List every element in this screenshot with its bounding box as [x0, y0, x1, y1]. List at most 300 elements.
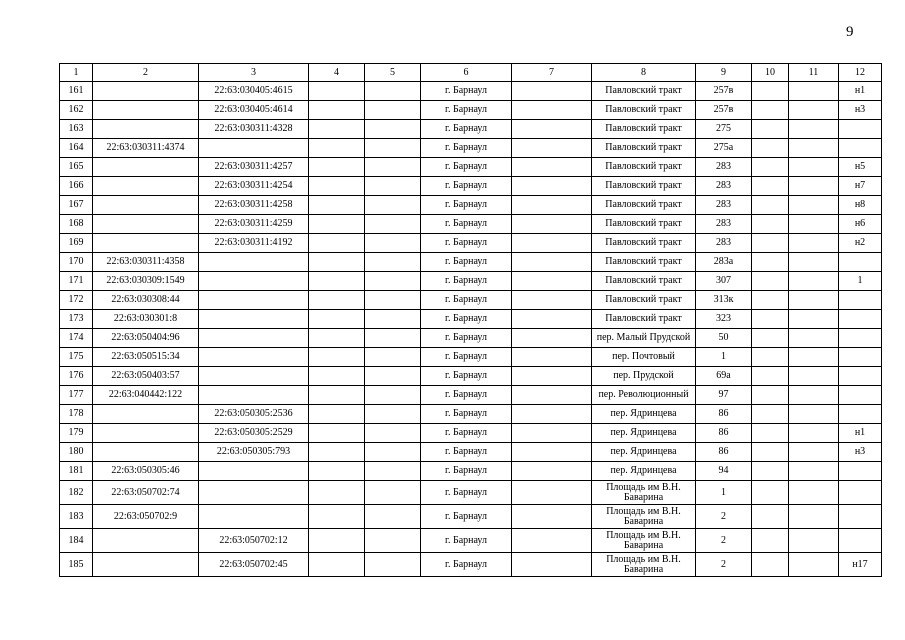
cell-col-4 — [309, 253, 365, 272]
cell-col-3 — [199, 348, 309, 367]
cell-col-3 — [199, 481, 309, 505]
cell-col-4 — [309, 101, 365, 120]
cell-col-2: 22:63:040442:122 — [93, 386, 199, 405]
cell-col-1: 164 — [60, 139, 93, 158]
column-header-8: 8 — [592, 64, 696, 82]
cell-col-6: г. Барнаул — [421, 101, 512, 120]
cell-col-2 — [93, 443, 199, 462]
cell-col-7 — [512, 367, 592, 386]
cell-col-6: г. Барнаул — [421, 529, 512, 553]
cell-col-6: г. Барнаул — [421, 253, 512, 272]
cell-col-3: 22:63:050702:12 — [199, 529, 309, 553]
cell-col-11 — [789, 196, 839, 215]
cell-col-4 — [309, 196, 365, 215]
table-row — [60, 158, 882, 177]
cell-col-7 — [512, 424, 592, 443]
cell-col-9: 283 — [696, 158, 752, 177]
cell-col-8: Площадь им В.Н. Баварина — [592, 529, 696, 553]
cell-col-10 — [752, 424, 789, 443]
cell-col-4 — [309, 291, 365, 310]
cell-col-7 — [512, 553, 592, 577]
cell-col-1: 175 — [60, 348, 93, 367]
cell-col-5 — [365, 348, 421, 367]
cell-col-12: н3 — [839, 443, 882, 462]
cell-col-6: г. Барнаул — [421, 82, 512, 101]
table-row — [60, 139, 882, 158]
cell-col-12: н1 — [839, 82, 882, 101]
cell-col-10 — [752, 386, 789, 405]
cell-col-12 — [839, 139, 882, 158]
cell-col-1: 170 — [60, 253, 93, 272]
cell-col-11 — [789, 367, 839, 386]
cell-col-9: 69а — [696, 367, 752, 386]
cell-col-3: 22:63:030311:4254 — [199, 177, 309, 196]
cell-col-9: 2 — [696, 553, 752, 577]
table-row — [60, 348, 882, 367]
cell-col-1: 183 — [60, 505, 93, 529]
cell-col-1: 185 — [60, 553, 93, 577]
cell-col-1: 173 — [60, 310, 93, 329]
cell-col-5 — [365, 367, 421, 386]
cell-col-3 — [199, 462, 309, 481]
column-header-1: 1 — [60, 64, 93, 82]
cell-col-5 — [365, 253, 421, 272]
cell-col-11 — [789, 481, 839, 505]
cell-col-3: 22:63:050305:2536 — [199, 405, 309, 424]
cell-col-9: 283 — [696, 234, 752, 253]
cell-col-11 — [789, 82, 839, 101]
cell-col-12: н17 — [839, 553, 882, 577]
cell-col-2: 22:63:050403:57 — [93, 367, 199, 386]
table-row — [60, 215, 882, 234]
cell-col-1: 174 — [60, 329, 93, 348]
cell-col-12: н6 — [839, 215, 882, 234]
cell-col-12: н7 — [839, 177, 882, 196]
cell-col-4 — [309, 158, 365, 177]
column-header-9: 9 — [696, 64, 752, 82]
cell-col-4 — [309, 386, 365, 405]
cell-col-7 — [512, 405, 592, 424]
cell-col-2: 22:63:050404:96 — [93, 329, 199, 348]
cell-col-10 — [752, 291, 789, 310]
cell-col-12 — [839, 505, 882, 529]
cell-col-4 — [309, 367, 365, 386]
cell-col-5 — [365, 553, 421, 577]
cell-col-9: 2 — [696, 505, 752, 529]
cell-col-1: 178 — [60, 405, 93, 424]
cell-col-12: н1 — [839, 424, 882, 443]
cell-col-11 — [789, 291, 839, 310]
cell-col-4 — [309, 505, 365, 529]
cell-col-8: Павловский тракт — [592, 310, 696, 329]
cell-col-7 — [512, 310, 592, 329]
cell-col-11 — [789, 386, 839, 405]
column-header-12: 12 — [839, 64, 882, 82]
cell-col-12 — [839, 405, 882, 424]
cell-col-10 — [752, 272, 789, 291]
cell-col-12 — [839, 348, 882, 367]
cell-col-9: 323 — [696, 310, 752, 329]
cell-col-1: 181 — [60, 462, 93, 481]
cell-col-8: Павловский тракт — [592, 272, 696, 291]
cell-col-11 — [789, 329, 839, 348]
cell-col-3: 22:63:030311:4259 — [199, 215, 309, 234]
cell-col-12 — [839, 253, 882, 272]
cell-col-8: пер. Ядринцева — [592, 424, 696, 443]
cell-col-2: 22:63:030308:44 — [93, 291, 199, 310]
cell-col-3: 22:63:050305:2529 — [199, 424, 309, 443]
cell-col-10 — [752, 405, 789, 424]
cell-col-12: н5 — [839, 158, 882, 177]
cell-col-2 — [93, 82, 199, 101]
cell-col-5 — [365, 101, 421, 120]
cell-col-10 — [752, 481, 789, 505]
cell-col-6: г. Барнаул — [421, 234, 512, 253]
cell-col-1: 167 — [60, 196, 93, 215]
table-row — [60, 405, 882, 424]
cell-col-2 — [93, 196, 199, 215]
table-row — [60, 310, 882, 329]
cell-col-8: Павловский тракт — [592, 253, 696, 272]
table-row — [60, 505, 882, 529]
cell-col-8: Павловский тракт — [592, 177, 696, 196]
cell-col-5 — [365, 386, 421, 405]
cell-col-2 — [93, 101, 199, 120]
column-header-11: 11 — [789, 64, 839, 82]
page-number: 9 — [846, 24, 854, 40]
cell-col-11 — [789, 405, 839, 424]
cell-col-4 — [309, 553, 365, 577]
cell-col-12 — [839, 481, 882, 505]
cell-col-2: 22:63:030301:8 — [93, 310, 199, 329]
table-row — [60, 196, 882, 215]
cell-col-8: пер. Ядринцева — [592, 462, 696, 481]
cell-col-3 — [199, 139, 309, 158]
cell-col-7 — [512, 120, 592, 139]
cell-col-5 — [365, 177, 421, 196]
cell-col-7 — [512, 329, 592, 348]
cell-col-9: 283а — [696, 253, 752, 272]
table-row — [60, 272, 882, 291]
cell-col-7 — [512, 272, 592, 291]
cell-col-5 — [365, 481, 421, 505]
cell-col-7 — [512, 177, 592, 196]
cell-col-5 — [365, 329, 421, 348]
cell-col-2 — [93, 120, 199, 139]
cell-col-9: 257в — [696, 82, 752, 101]
cell-col-10 — [752, 553, 789, 577]
cell-col-6: г. Барнаул — [421, 481, 512, 505]
cell-col-4 — [309, 120, 365, 139]
cell-col-9: 1 — [696, 481, 752, 505]
cell-col-5 — [365, 505, 421, 529]
cell-col-4 — [309, 481, 365, 505]
cell-col-8: Павловский тракт — [592, 291, 696, 310]
cell-col-12 — [839, 120, 882, 139]
cell-col-5 — [365, 196, 421, 215]
cell-col-10 — [752, 196, 789, 215]
cell-col-5 — [365, 272, 421, 291]
cell-col-11 — [789, 120, 839, 139]
column-header-3: 3 — [199, 64, 309, 82]
table-row — [60, 443, 882, 462]
cell-col-9: 313к — [696, 291, 752, 310]
cell-col-10 — [752, 529, 789, 553]
cell-col-7 — [512, 291, 592, 310]
cell-col-8: пер. Малый Прудской — [592, 329, 696, 348]
cell-col-7 — [512, 386, 592, 405]
cell-col-7 — [512, 529, 592, 553]
cell-col-10 — [752, 215, 789, 234]
cell-col-4 — [309, 310, 365, 329]
cell-col-10 — [752, 120, 789, 139]
cell-col-6: г. Барнаул — [421, 177, 512, 196]
cell-col-3: 22:63:030405:4615 — [199, 82, 309, 101]
cell-col-9: 275а — [696, 139, 752, 158]
cell-col-2 — [93, 405, 199, 424]
table-row — [60, 82, 882, 101]
cell-col-10 — [752, 139, 789, 158]
cell-col-4 — [309, 329, 365, 348]
cell-col-12 — [839, 310, 882, 329]
cell-col-3: 22:63:050702:45 — [199, 553, 309, 577]
table-row — [60, 424, 882, 443]
cell-col-5 — [365, 215, 421, 234]
cell-col-3 — [199, 310, 309, 329]
cell-col-10 — [752, 82, 789, 101]
cell-col-1: 161 — [60, 82, 93, 101]
cell-col-8: Павловский тракт — [592, 215, 696, 234]
cell-col-6: г. Барнаул — [421, 348, 512, 367]
column-header-4: 4 — [309, 64, 365, 82]
cell-col-2 — [93, 177, 199, 196]
cell-col-11 — [789, 272, 839, 291]
cell-col-12: 1 — [839, 272, 882, 291]
cell-col-8: Площадь им В.Н. Баварина — [592, 505, 696, 529]
cell-col-6: г. Барнаул — [421, 505, 512, 529]
cell-col-10 — [752, 158, 789, 177]
cell-col-7 — [512, 253, 592, 272]
cell-col-5 — [365, 424, 421, 443]
cell-col-6: г. Барнаул — [421, 310, 512, 329]
cell-col-9: 1 — [696, 348, 752, 367]
cell-col-10 — [752, 329, 789, 348]
cell-col-11 — [789, 101, 839, 120]
cell-col-6: г. Барнаул — [421, 367, 512, 386]
cell-col-9: 50 — [696, 329, 752, 348]
cell-col-8: Площадь им В.Н. Баварина — [592, 553, 696, 577]
cell-col-1: 172 — [60, 291, 93, 310]
cell-col-5 — [365, 82, 421, 101]
cell-col-6: г. Барнаул — [421, 291, 512, 310]
cell-col-11 — [789, 462, 839, 481]
cell-col-4 — [309, 443, 365, 462]
column-header-2: 2 — [93, 64, 199, 82]
cell-col-3 — [199, 291, 309, 310]
cell-col-7 — [512, 82, 592, 101]
cell-col-3 — [199, 386, 309, 405]
cell-col-3 — [199, 272, 309, 291]
cell-col-1: 168 — [60, 215, 93, 234]
cell-col-8: пер. Революционный — [592, 386, 696, 405]
column-header-5: 5 — [365, 64, 421, 82]
cell-col-5 — [365, 234, 421, 253]
cell-col-8: пер. Прудской — [592, 367, 696, 386]
cell-col-11 — [789, 158, 839, 177]
cell-col-2: 22:63:050305:46 — [93, 462, 199, 481]
cell-col-7 — [512, 215, 592, 234]
header-row — [60, 64, 882, 82]
cell-col-8: пер. Ядринцева — [592, 443, 696, 462]
cell-col-3 — [199, 329, 309, 348]
cell-col-7 — [512, 139, 592, 158]
cell-col-4 — [309, 139, 365, 158]
cell-col-8: Павловский тракт — [592, 120, 696, 139]
cell-col-7 — [512, 481, 592, 505]
cell-col-2 — [93, 529, 199, 553]
cell-col-3: 22:63:050305:793 — [199, 443, 309, 462]
cell-col-2 — [93, 158, 199, 177]
cell-col-4 — [309, 234, 365, 253]
cell-col-3 — [199, 505, 309, 529]
cell-col-2: 22:63:030311:4358 — [93, 253, 199, 272]
column-header-10: 10 — [752, 64, 789, 82]
cell-col-8: Павловский тракт — [592, 196, 696, 215]
cell-col-11 — [789, 177, 839, 196]
cell-col-8: Площадь им В.Н. Баварина — [592, 481, 696, 505]
cell-col-1: 162 — [60, 101, 93, 120]
cell-col-1: 177 — [60, 386, 93, 405]
cell-col-7 — [512, 462, 592, 481]
cell-col-11 — [789, 553, 839, 577]
cell-col-6: г. Барнаул — [421, 196, 512, 215]
cell-col-1: 179 — [60, 424, 93, 443]
cell-col-2: 22:63:030311:4374 — [93, 139, 199, 158]
cell-col-12: н2 — [839, 234, 882, 253]
cell-col-11 — [789, 529, 839, 553]
table-row — [60, 253, 882, 272]
cell-col-4 — [309, 462, 365, 481]
cell-col-10 — [752, 253, 789, 272]
cell-col-5 — [365, 158, 421, 177]
cell-col-1: 165 — [60, 158, 93, 177]
cell-col-11 — [789, 505, 839, 529]
cell-col-7 — [512, 196, 592, 215]
cell-col-4 — [309, 215, 365, 234]
cell-col-12 — [839, 462, 882, 481]
cell-col-1: 169 — [60, 234, 93, 253]
cell-col-8: пер. Ядринцева — [592, 405, 696, 424]
cell-col-6: г. Барнаул — [421, 139, 512, 158]
cell-col-8: пер. Почтовый — [592, 348, 696, 367]
cell-col-12 — [839, 386, 882, 405]
cell-col-5 — [365, 529, 421, 553]
cell-col-7 — [512, 505, 592, 529]
cell-col-2 — [93, 424, 199, 443]
table-row — [60, 120, 882, 139]
table-row — [60, 462, 882, 481]
cell-col-9: 97 — [696, 386, 752, 405]
table-row — [60, 529, 882, 553]
cell-col-9: 86 — [696, 443, 752, 462]
column-header-6: 6 — [421, 64, 512, 82]
cell-col-9: 86 — [696, 405, 752, 424]
cell-col-12: н8 — [839, 196, 882, 215]
cell-col-4 — [309, 529, 365, 553]
cell-col-1: 176 — [60, 367, 93, 386]
table-row — [60, 367, 882, 386]
cell-col-11 — [789, 348, 839, 367]
cell-col-9: 283 — [696, 177, 752, 196]
cell-col-8: Павловский тракт — [592, 101, 696, 120]
cell-col-10 — [752, 505, 789, 529]
cell-col-10 — [752, 367, 789, 386]
cell-col-9: 283 — [696, 196, 752, 215]
cell-col-6: г. Барнаул — [421, 424, 512, 443]
cell-col-1: 171 — [60, 272, 93, 291]
cell-col-2 — [93, 553, 199, 577]
cell-col-1: 166 — [60, 177, 93, 196]
cell-col-6: г. Барнаул — [421, 215, 512, 234]
cell-col-1: 182 — [60, 481, 93, 505]
cell-col-9: 275 — [696, 120, 752, 139]
cell-col-4 — [309, 177, 365, 196]
cell-col-2: 22:63:050515:34 — [93, 348, 199, 367]
cell-col-8: Павловский тракт — [592, 82, 696, 101]
cell-col-3: 22:63:030311:4258 — [199, 196, 309, 215]
cell-col-9: 2 — [696, 529, 752, 553]
cell-col-10 — [752, 443, 789, 462]
cell-col-5 — [365, 405, 421, 424]
cell-col-12 — [839, 367, 882, 386]
cell-col-4 — [309, 272, 365, 291]
cell-col-7 — [512, 101, 592, 120]
cell-col-12 — [839, 329, 882, 348]
cell-col-2: 22:63:030309:1549 — [93, 272, 199, 291]
cell-col-3: 22:63:030311:4257 — [199, 158, 309, 177]
table-row — [60, 386, 882, 405]
cell-col-6: г. Барнаул — [421, 443, 512, 462]
cell-col-12 — [839, 291, 882, 310]
cell-col-3: 22:63:030311:4192 — [199, 234, 309, 253]
cell-col-3: 22:63:030311:4328 — [199, 120, 309, 139]
table-body — [60, 82, 882, 577]
cell-col-6: г. Барнаул — [421, 120, 512, 139]
cell-col-5 — [365, 291, 421, 310]
cell-col-6: г. Барнаул — [421, 405, 512, 424]
table-row — [60, 291, 882, 310]
cell-col-12 — [839, 529, 882, 553]
cell-col-7 — [512, 234, 592, 253]
cell-col-5 — [365, 462, 421, 481]
cell-col-7 — [512, 443, 592, 462]
cell-col-8: Павловский тракт — [592, 234, 696, 253]
cell-col-6: г. Барнаул — [421, 386, 512, 405]
cell-col-5 — [365, 443, 421, 462]
cell-col-10 — [752, 462, 789, 481]
cell-col-11 — [789, 253, 839, 272]
cell-col-5 — [365, 310, 421, 329]
cell-col-2: 22:63:050702:74 — [93, 481, 199, 505]
table-row — [60, 481, 882, 505]
cell-col-8: Павловский тракт — [592, 158, 696, 177]
cell-col-9: 307 — [696, 272, 752, 291]
cell-col-4 — [309, 82, 365, 101]
cell-col-3 — [199, 367, 309, 386]
cell-col-6: г. Барнаул — [421, 553, 512, 577]
cell-col-9: 94 — [696, 462, 752, 481]
cell-col-3: 22:63:030405:4614 — [199, 101, 309, 120]
